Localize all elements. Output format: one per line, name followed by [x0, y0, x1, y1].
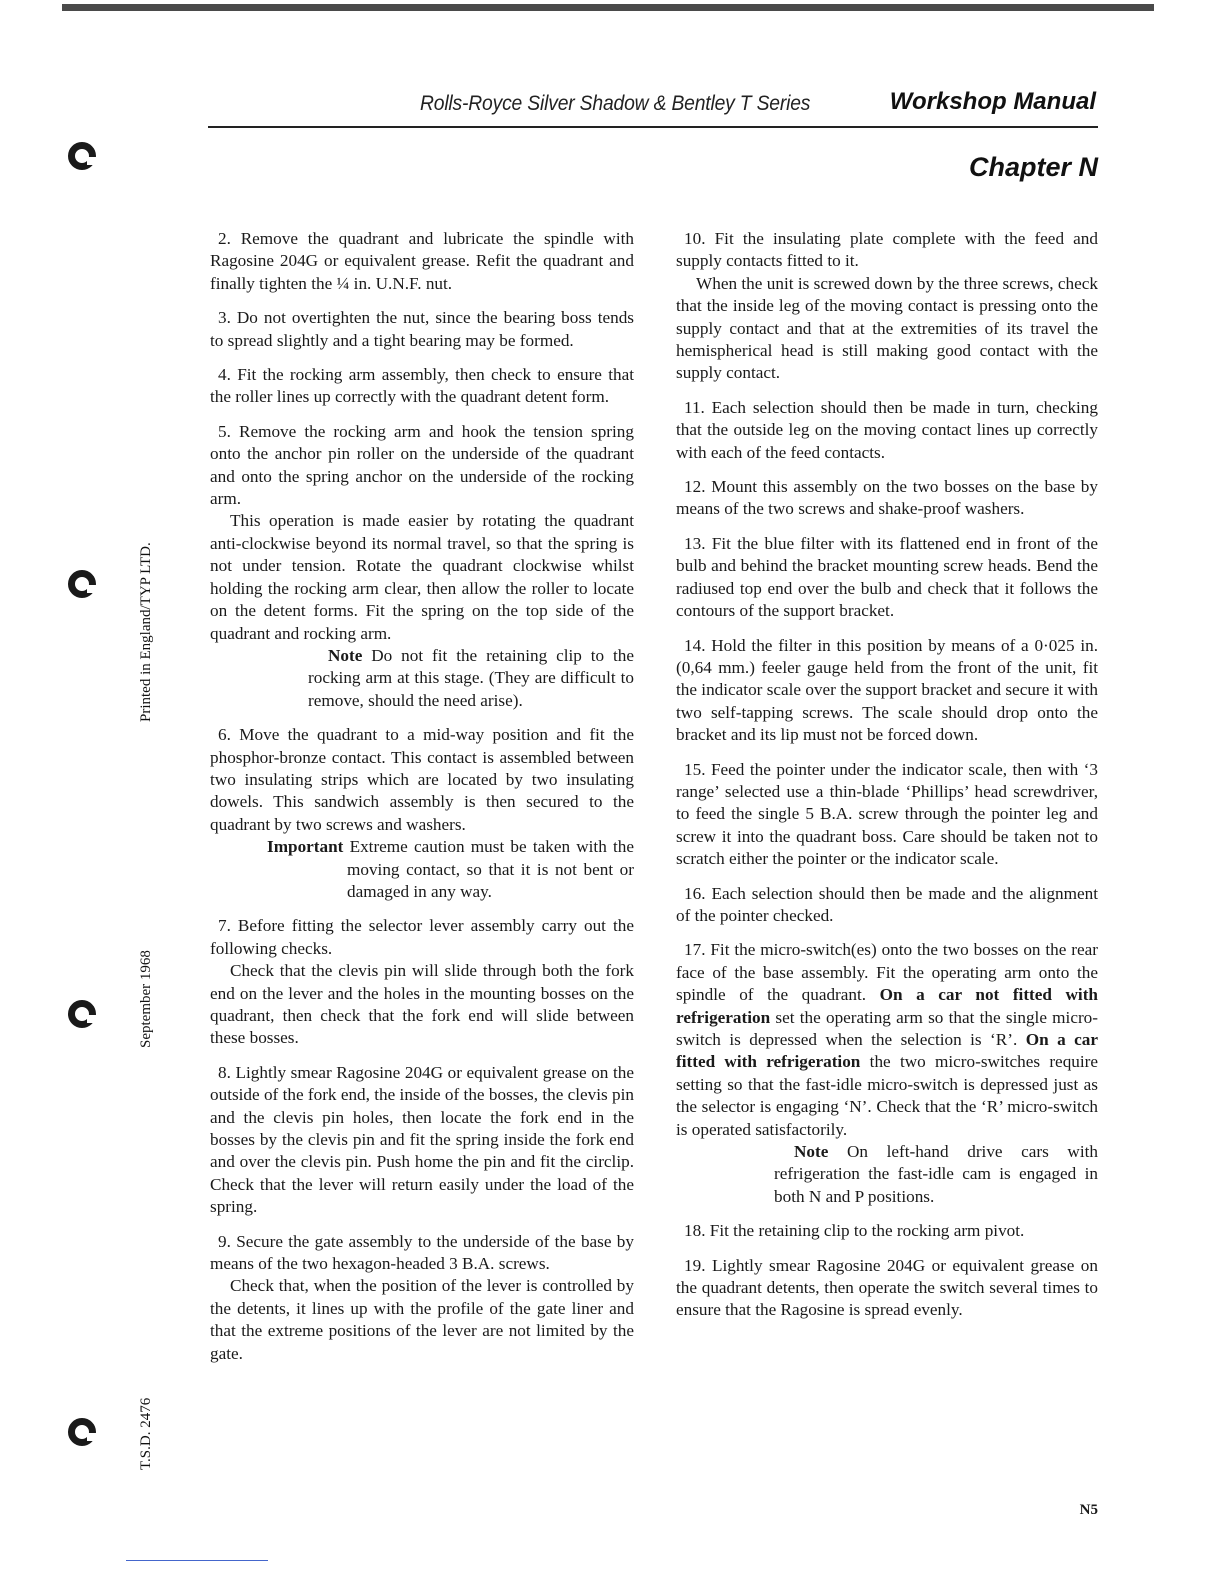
step-6: 6. Move the quadrant to a mid-way position and fit the phosphor-bronze contact. This contact is assembled between two insulating strips which are located by two insulating dowels. This sandwich assembly is then secured to the quadrant by two screws and washers. — [210, 725, 634, 834]
binder-hole-icon — [68, 1000, 96, 1028]
top-border — [62, 4, 1154, 11]
step-5-continued: This operation is made easier by rotating the quadrant anti-clockwise beyond its normal travel, so that the spring is not under tension. Rotate the quadrant clockwise whilst holding the rocking arm clear, then allow the roller to locate on the detent forms. Fit the spring on the top side of the quadrant and rocking arm. — [210, 511, 634, 643]
important-label: Important — [267, 837, 344, 857]
important-warning — [210, 836, 634, 903]
step-17-no-refrigeration: On a car not fitted with refrigeration — [676, 985, 1098, 1027]
step-10-continued: When the unit is screwed down by the three screws, check that the inside leg of the moving contact is pressing onto the supply contact and that at the extremities of its travel the hemispherical head is still making good contact with the supply contact. — [676, 273, 1098, 383]
binder-hole-icon — [68, 142, 96, 170]
note-text: Do not fit the retaining clip to the rocking arm at this stage. (They are difficult to remove, should the need arise). — [308, 645, 634, 710]
page-number: N5 — [1079, 1502, 1098, 1518]
binder-hole-icon — [68, 570, 96, 598]
footer-line — [126, 1560, 268, 1561]
manual-title: Rolls-Royce Silver Shadow & Bentley T Series — [420, 92, 811, 115]
step-17-part-a: 17. Fit the micro-switch(es) onto the two bosses on the rear face of the base assembly. Fit the operating arm onto the spindle of the quadrant. — [676, 940, 1098, 1005]
chapter-heading: Chapter N — [968, 152, 1098, 182]
step-17-part-e: the two micro-switches require setting so that the fast-idle micro-switch is depressed just as the selector is engaging ‘N’. Check that the ‘R’ micro-switch is operated satisfactorily. — [676, 1052, 1099, 1139]
printed-by-note: Printed in England/TYP LTD. — [138, 542, 154, 722]
step-8: 8. Lightly smear Ragosine 204G or equivalent grease on the outside of the fork end, the inside of the bosses, the clevis pin and the clevis pin holes, then locate the fork end in the bosses by the clevis pin and fit the spring inside the fork end and over the clevis pin. Push home the pin and fit the circlip. Check that the lever will return easily under the load of the spring. — [210, 1062, 634, 1217]
step-9: 9. Secure the gate assembly to the underside of the base by means of the two hexagon-headed 3 B.A. screws. — [210, 1231, 634, 1274]
step-11: 11. Each selection should then be made in turn, checking that the outside leg on the moving contact lines up correctly with each of the feed contacts. — [676, 397, 1098, 462]
step-4: 4. Fit the rocking arm assembly, then check to ensure that the roller lines up correctly with the quadrant detent form. — [210, 365, 634, 407]
document-reference: T.S.D. 2476 — [138, 1397, 154, 1470]
step-15: 15. Feed the pointer under the indicator scale, then with ‘3 range’ selected use a thin-blade ‘Phillips’ head screwdriver, to feed the single 5 B.A. screw through the pointer leg and screw it into the quadrant boss. Care should be taken not to scratch either the pointer or the indicator scale. — [676, 759, 1098, 869]
note-retaining-clip — [210, 645, 634, 712]
note-text: On left-hand drive cars with refrigeration the fast-idle cam is engaged in both N and P positions. — [774, 1142, 1098, 1206]
step-14: 14. Hold the filter in this position by means of a 0·025 in. (0,64 mm.) feeler gauge held from the front of the unit, fit the indicator scale over the support bracket and secure it with two self-tapping screws. The scale should drop onto the bracket and its lip must not be forced down. — [676, 635, 1098, 745]
step-18: 18. Fit the retaining clip to the rocking arm pivot. — [684, 1221, 1025, 1241]
important-text: Extreme caution must be taken with the moving contact, so that it is not bent or damaged in any way. — [343, 837, 634, 901]
step-10: 10. Fit the insulating plate complete with the feed and supply contacts fitted to it. — [676, 229, 1098, 271]
workshop-manual-label: Workshop Manual — [889, 88, 1096, 115]
step-9-continued: Check that, when the position of the lever is controlled by the detents, it lines up with the profile of the gate liner and that the extreme positions of the lever are not limited by the gate. — [210, 1276, 634, 1363]
step-17 — [676, 939, 1098, 1141]
step-12: 12. Mount this assembly on the two bosses on the base by means of the two screws and shake-proof washers. — [676, 477, 1098, 519]
step-5: 5. Remove the rocking arm and hook the tension spring onto the anchor pin roller on the underside of the quadrant and onto the spring anchor on the underside of the rocking arm. — [210, 421, 634, 509]
header-rule — [208, 126, 1098, 128]
print-date: September 1968 — [138, 950, 154, 1048]
note-label: Note — [328, 645, 363, 665]
step-16: 16. Each selection should then be made and the alignment of the pointer checked. — [676, 883, 1098, 925]
step-7: 7. Before fitting the selector lever assembly carry out the following checks. — [210, 916, 634, 958]
step-19: 19. Lightly smear Ragosine 204G or equivalent grease on the quadrant detents, then operate the switch several times to ensure that the Ragosine is spread evenly. — [676, 1255, 1098, 1320]
step-3: 3. Do not overtighten the nut, since the bearing boss tends to spread slightly and a tight bearing may be formed. — [210, 308, 634, 350]
note-label: Note — [794, 1142, 829, 1162]
note-left-hand-drive — [676, 1141, 1098, 1208]
step-7-continued: Check that the clevis pin will slide through both the fork end on the lever and the holes in the mounting bosses on the quadrant, then check that the fork end will slide between these bosses. — [210, 961, 634, 1048]
step-17-with-refrigeration: On a car fitted with refrigeration — [676, 1030, 1098, 1072]
left-column — [210, 228, 634, 1365]
step-17-part-c: set the operating arm so that the single micro-switch is depressed when the selection is ‘R’. — [676, 1007, 1098, 1049]
step-13: 13. Fit the blue filter with its flattened end in front of the bulb and behind the bracket mounting screw heads. Bend the radiused top end over the bulb and check that it follows the contours of the support bracket. — [676, 533, 1098, 621]
binder-hole-icon — [68, 1418, 96, 1446]
right-column — [676, 228, 1098, 1322]
step-2: 2. Remove the quadrant and lubricate the spindle with Ragosine 204G or equivalent grease. Refit the quadrant and finally tighten the ¼ in. U.N.F. nut. — [210, 229, 634, 293]
